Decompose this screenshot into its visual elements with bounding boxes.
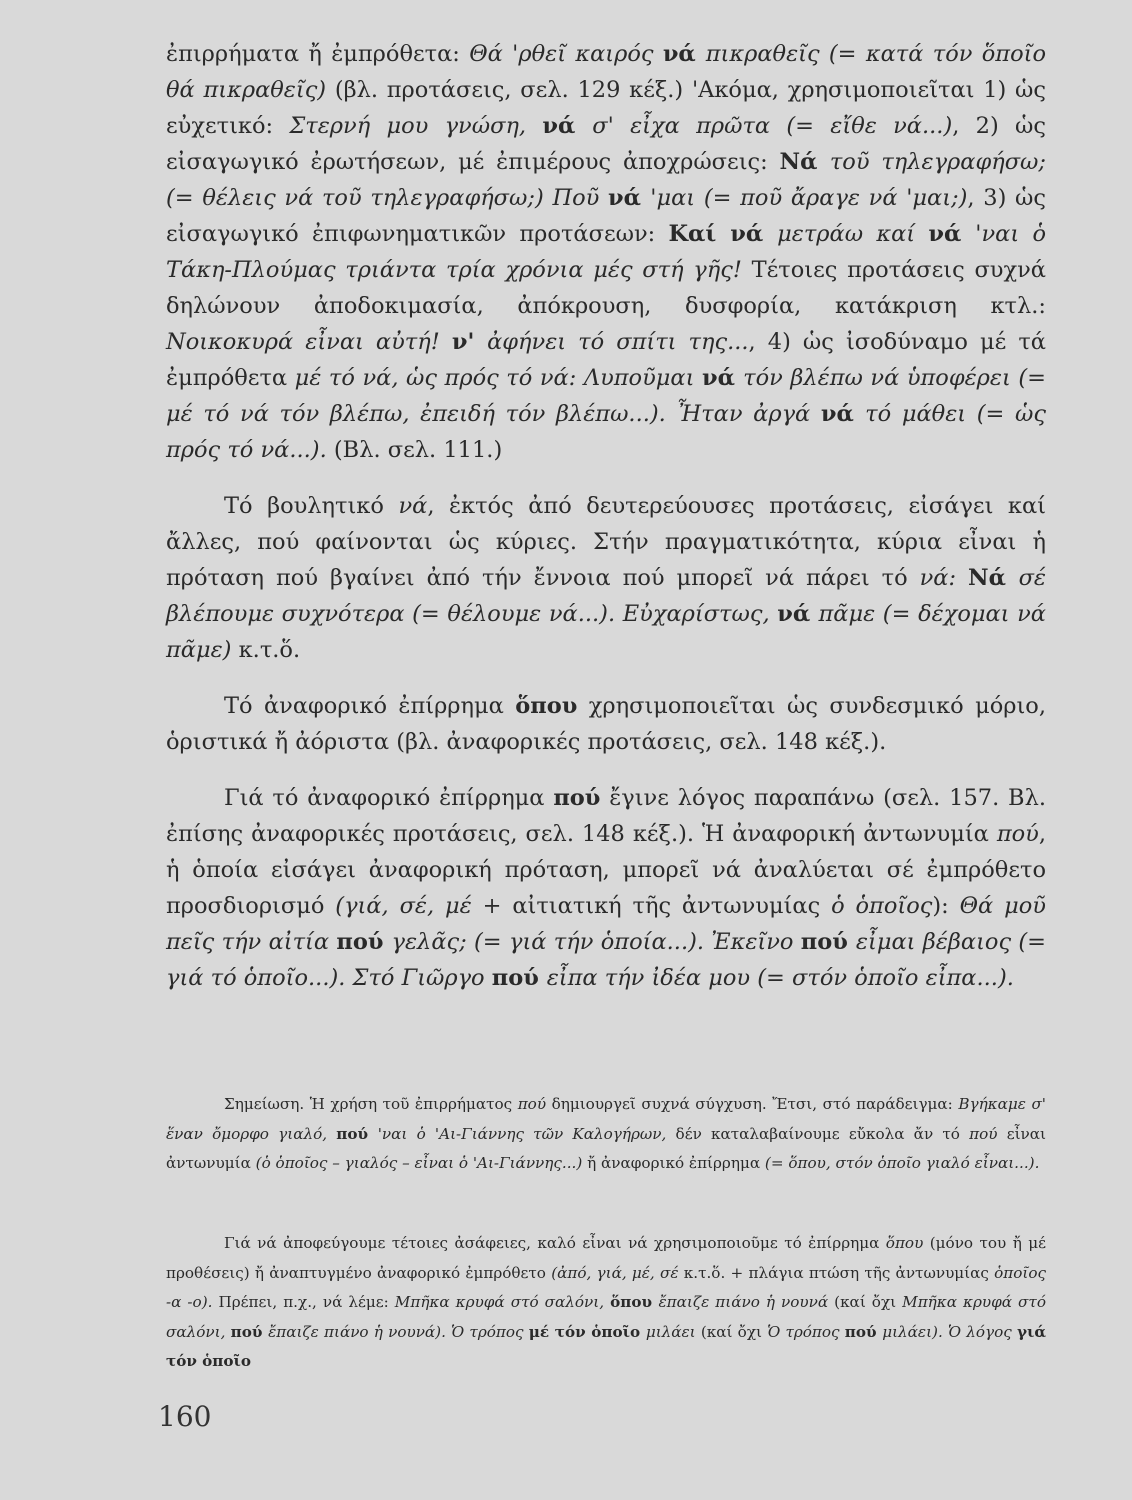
text-run: μέ τό νά, ὡς πρός τό νά: Λυποῦμαι xyxy=(294,365,702,391)
note-run: γιά τόν ὁποῖο xyxy=(166,1322,1047,1370)
text-run: + αἰτιατική τῆς ἀντωνυμίας xyxy=(471,893,832,919)
text-run: Τέτοιες προτάσεις συχνά δηλώνουν ἀποδοκιμασία, ἀπόκρουση, δυσφορία, κατάκριση κτλ.: xyxy=(166,257,1046,319)
note-run: Σημείωση. Ἡ χρήση τοῦ ἐπιρρήματος xyxy=(224,1095,518,1113)
text-run: Νά xyxy=(968,565,1019,591)
page-number: 160 xyxy=(158,1400,212,1433)
text-run: σ' εἶχα πρῶτα (= εἴθε νά...) xyxy=(592,113,953,139)
note-run: 'ναι ὁ 'Αι-Γιάννης τῶν Καλογήρων, xyxy=(377,1124,667,1143)
text-run: Γιά τό ἀναφορικό ἐπίρρημα xyxy=(224,785,554,811)
text-run: τό μάθει (= ὡς πρός τό νά...). xyxy=(166,401,1046,463)
paragraph-4 xyxy=(166,780,1046,996)
footnote-1 xyxy=(166,1090,1046,1179)
note-run: ὅπου xyxy=(610,1293,659,1311)
text-run: Νά xyxy=(779,149,830,175)
paragraph-3 xyxy=(166,688,1046,760)
text-run: πού xyxy=(336,929,392,955)
paragraph-1 xyxy=(166,36,1046,468)
text-run: νά xyxy=(928,221,976,247)
text-run: , 4) ὡς ἰσοδύναμο μέ τά ἐμπρόθετα xyxy=(166,329,1046,391)
text-run: πού xyxy=(553,785,601,811)
note-run: ὁποῖος -α -ο). xyxy=(166,1263,1046,1311)
text-run: , ἡ ὁποία εἰσάγει ἀναφορική πρόταση, μπορεῖ νά ἀναλύεται σέ ἐμπρόθετο προσδιορισμό xyxy=(166,821,1046,919)
note-run: πού xyxy=(336,1124,378,1143)
note-run: Ὁ τρόπος xyxy=(767,1322,845,1341)
main-text xyxy=(166,36,1046,996)
text-run: νά xyxy=(820,401,866,427)
text-run: Τό βουλητικό xyxy=(224,493,399,519)
paragraph-2 xyxy=(166,488,1046,668)
text-run: , 3) ὡς εἰσαγωγικό ἐπιφωνηματικῶν προτάσεων: xyxy=(166,185,1047,247)
text-run: 'ναι ὁ Τάκη-Πλούμας τριάντα τρία χρόνια μές στή γῆς! xyxy=(166,221,1047,283)
text-run: Θά 'ρθεῖ καιρός xyxy=(469,41,663,67)
note-run: Ὁ τρόπος xyxy=(451,1322,529,1341)
note-run: (καί ὄχι xyxy=(695,1322,768,1341)
note-run: πού xyxy=(969,1124,998,1143)
note-run: (μόνο του ἤ μέ προθέσεις) ἤ ἀναπτυγμένο ἀναφορικό ἐμπρόθετο xyxy=(166,1234,1046,1282)
text-run: Νοικοκυρά εἶναι αὐτή! xyxy=(166,329,452,355)
text-run: ὅπου xyxy=(515,693,578,719)
text-run: ὁ ὁποῖος xyxy=(831,893,933,919)
note-run: Μπῆκα κρυφά στό σαλόνι, xyxy=(394,1293,611,1311)
text-run: , 2) ὡς εἰσαγωγικό ἐρωτήσεων, μέ ἐπιμέρους ἀποχρώσεις: xyxy=(166,113,1046,175)
note-run: δημιουργεῖ συχνά σύγχυση. Ἔτσι, στό παράδειγμα: xyxy=(546,1095,959,1113)
note-run: Βγήκαμε σ' ἕναν ὄμορφο γιαλό, xyxy=(166,1095,1046,1143)
text-run: νά: xyxy=(919,565,969,591)
text-run: πού xyxy=(491,965,547,991)
text-run: νά xyxy=(701,365,744,391)
footnote-2 xyxy=(166,1229,1046,1377)
text-run: 'μαι (= ποῦ ἄραγε νά 'μαι;) xyxy=(650,185,968,211)
text-run: χρησιμοποιεῖται ὡς συνδεσμικό μόριο, ὁριστικά ἤ ἀόριστα (βλ. ἀναφορικές προτάσεις, σελ. 148 κέξ.). xyxy=(166,693,1046,755)
text-run: ἐπιρρήματα ἤ ἐμπρόθετα: xyxy=(166,41,470,67)
note-run: ἔπαιζε πιάνο ἡ νουνά). xyxy=(268,1322,446,1341)
text-run: πᾶμε (= δέχομαι νά πᾶμε) xyxy=(166,601,1047,663)
text-run: τόν βλέπω νά ὑποφέρει (= μέ τό νά τόν βλέπω, ἐπειδή τόν βλέπω...). Ἦταν ἀργά xyxy=(166,365,1046,427)
text-run: Θά μοῦ πεῖς τήν αἰτία xyxy=(166,893,1046,955)
note-run: Πρέπει, π.χ., νά λέμε: xyxy=(212,1293,395,1311)
note-run: δέν καταλαβαίνουμε εὔκολα ἄν τό xyxy=(666,1124,970,1143)
note-run: ἤ ἀναφορικό ἐπίρρημα xyxy=(582,1154,765,1172)
text-run: τοῦ τηλεγραφήσω; (= θέλεις νά τοῦ τηλεγραφήσω;) Ποῦ xyxy=(166,149,1046,211)
text-run: εἶμαι βέβαιος (= γιά τό ὁποῖο...). Στό Γιῶργο xyxy=(166,929,1047,991)
text-run: , ἐκτός ἀπό δευτερεύουσες προτάσεις, εἰσάγει καί ἄλλες, πού φαίνονται ὡς κύριες. Στήν πραγματικότητα, κύρια εἶναι ἡ πρόταση πού βγαίνει ἀπό τήν ἔννοια πού μπορεῖ νά πάρει τό xyxy=(166,493,1046,591)
note-run: (καί ὄχι xyxy=(828,1293,903,1311)
text-run: Καί νά xyxy=(668,221,778,247)
footnote-paragraph xyxy=(166,1229,1046,1377)
text-run: νά xyxy=(607,185,651,211)
text-run: Τό ἀναφορικό ἐπίρρημα xyxy=(224,693,516,719)
text-run: (βλ. προτάσεις, σελ. 129 κέξ.) 'Ακόμα, χρησιμοποιεῖται 1) ὡς εὐχετικό: xyxy=(166,77,1047,139)
note-run: Μπῆκα κρυφά στό σαλόνι, xyxy=(166,1293,1046,1341)
text-run: ): xyxy=(932,893,960,919)
text-run: νά xyxy=(662,41,706,67)
note-run: μέ τόν ὁποῖο xyxy=(528,1322,646,1341)
note-run: κ.τ.ὅ. + πλάγια πτώση τῆς ἀντωνυμίας xyxy=(678,1263,995,1282)
text-run: (γιά, σέ, μέ xyxy=(335,893,472,919)
note-run: πού xyxy=(230,1322,269,1341)
note-run: (ἀπό, γιά, μέ, σέ xyxy=(551,1263,679,1282)
text-run: σέ βλέπουμε συχνότερα (= θέλουμε νά...). Εὐχαρίστως, xyxy=(166,565,1046,627)
note-run: μιλάει). Ὁ λόγος xyxy=(882,1322,1017,1341)
note-run: (= ὅπου, στόν ὁποῖο γιαλό εἶναι...). xyxy=(764,1154,1040,1172)
text-run: εἶπα τήν ἰδέα μου (= στόν ὁποῖο εἶπα...). xyxy=(546,965,1014,991)
note-run: πού xyxy=(844,1322,883,1341)
note-run: εἶναι ἀντωνυμία xyxy=(166,1124,1046,1172)
text-run: πού xyxy=(800,929,856,955)
note-run: Γιά νά ἀποφεύγουμε τέτοιες ἀσάφειες, καλό εἶναι νά χρησιμοποιοῦμε τό ἐπίρρημα xyxy=(224,1234,886,1252)
text-run: νά xyxy=(777,601,819,627)
text-run: μετράω καί xyxy=(777,221,929,247)
text-run: νά xyxy=(398,493,428,519)
note-run: ὅπου xyxy=(885,1234,924,1252)
text-run: πού xyxy=(996,821,1039,847)
text-run: Στερνή μου γνώση, xyxy=(289,113,543,139)
note-run: πού xyxy=(517,1095,547,1113)
text-run: πικραθεῖς (= κατά τόν ὅποῖο θά πικραθεῖς) xyxy=(166,41,1046,103)
note-run: μιλάει xyxy=(645,1322,696,1341)
text-run: (Βλ. σελ. 111.) xyxy=(326,437,503,463)
text-run: ν' xyxy=(451,329,488,355)
note-run: ἔπαιζε πιάνο ἡ νουνά xyxy=(658,1293,829,1311)
text-run: ἀφήνει τό σπίτι της... xyxy=(487,329,749,355)
text-run: γελᾶς; (= γιά τήν ὁποία...). Ἐκεῖνο xyxy=(391,929,801,955)
note-run: (ὁ ὁποῖος – γιαλός – εἶναι ὁ 'Αι-Γιάννης...) xyxy=(255,1154,583,1172)
text-run: κ.τ.ὅ. xyxy=(231,637,301,663)
text-run: ἔγινε λόγος παραπάνω (σελ. 157. Βλ. ἐπίσης ἀναφορικές προτάσεις, σελ. 148 κέξ.). Ἡ ἀναφορική ἀντωνυμία xyxy=(166,785,1046,847)
footnote-paragraph xyxy=(166,1090,1046,1179)
text-run: νά xyxy=(542,113,593,139)
